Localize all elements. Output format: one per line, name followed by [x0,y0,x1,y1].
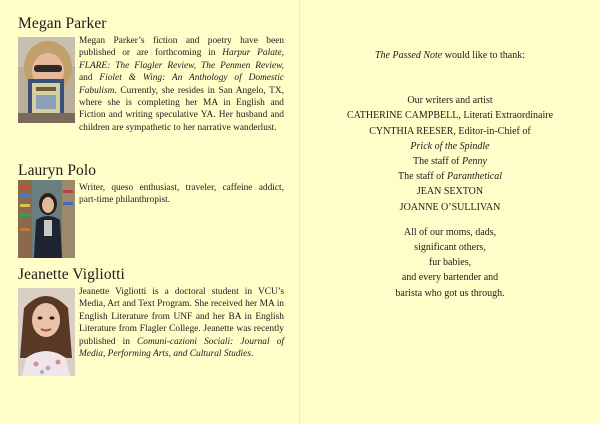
text-run: Megan Parker’s fiction and poetry have been published or are forthcoming in [79,36,284,59]
text-run: Our writers and artist [407,95,493,107]
text-run: and [79,73,100,84]
thanks-line [320,108,580,123]
bio-name: Jeanette Vigliotti [18,266,125,283]
bio-body [18,182,284,207]
italic-text: Fiolet & Wing: An Anthology of Domestic Fabulism [79,73,284,96]
bio-lauryn-polo [18,162,284,207]
thanks-line [320,154,580,169]
thanks-line [320,124,580,139]
bio-body [18,35,284,134]
bio-text [79,35,284,134]
page-fold [299,0,300,424]
woman-portrait-photo [18,288,75,376]
thanks-section [320,48,580,301]
thanks-line [320,200,580,215]
thanks-line [320,93,580,108]
bio-name: Lauryn Polo [18,162,97,179]
text-run: CATHERINE CAMPBELL, Literati Extraordinaire [346,110,554,122]
italic-text: Comuni-cazioni Sociali: Journal of Media, Performing Arts, and Cultural Studies [79,336,284,360]
closing-line: barista who got us through. [395,287,505,299]
closing-line: All of our moms, dads, [403,226,497,238]
italic-text: Harpur Palate, FLARE: The Flagler Review, The Penmen Review, [79,48,284,71]
thanks-heading [320,48,580,63]
italic-text: Paranthetical [446,171,502,183]
bio-text [79,286,284,360]
bio-jeanette-vigliotti [18,266,284,360]
text-run: CYNTHIA REESER, Editor-in-Chief of [369,125,531,137]
person-reading-book-photo [18,37,75,123]
bio-megan-parker [18,15,284,134]
thanks-line [320,139,580,154]
thanks-list [320,93,580,215]
text-run: Jeanette Vigliotti is a doctoral student in VCU’s Media, Art and Text Program. She received her MA in English Literature from UNF and her BA in English Literature from Flagler College. Jeanette was recently published in [79,287,284,347]
closing-line: and every bartender and [401,272,499,284]
bio-body [18,286,284,360]
woman-in-library-photo [18,180,75,258]
bio-text [79,182,284,207]
text-run: . [250,349,254,360]
text-run: Writer, queso enthusiast, traveler, caffeine addict, part-time philanthropist. [79,183,284,206]
bio-name: Megan Parker [18,15,107,32]
italic-text: Penny [461,156,487,168]
text-run: . Currently, she resides in San Angelo, TX, where she is completing her MA in English and Fiction and writing speculative YA. Her husband and children are sympathetic to her narrative wanderlust. [79,85,284,133]
text-run: The staff of [413,156,462,168]
text-run: would like to thank: [442,50,525,61]
italic-text: The Passed Note [375,50,443,61]
thanks-closing [320,225,580,301]
text-run: JOANNE O’SULLIVAN [399,201,501,213]
thanks-line [320,184,580,199]
text-run: The staff of [398,171,447,183]
italic-text: Prick of the Spindle [410,140,490,152]
thanks-line [320,169,580,184]
text-run: JEAN SEXTON [416,186,484,198]
closing-line: significant others, [414,242,486,254]
closing-line: fur babies, [428,257,472,269]
